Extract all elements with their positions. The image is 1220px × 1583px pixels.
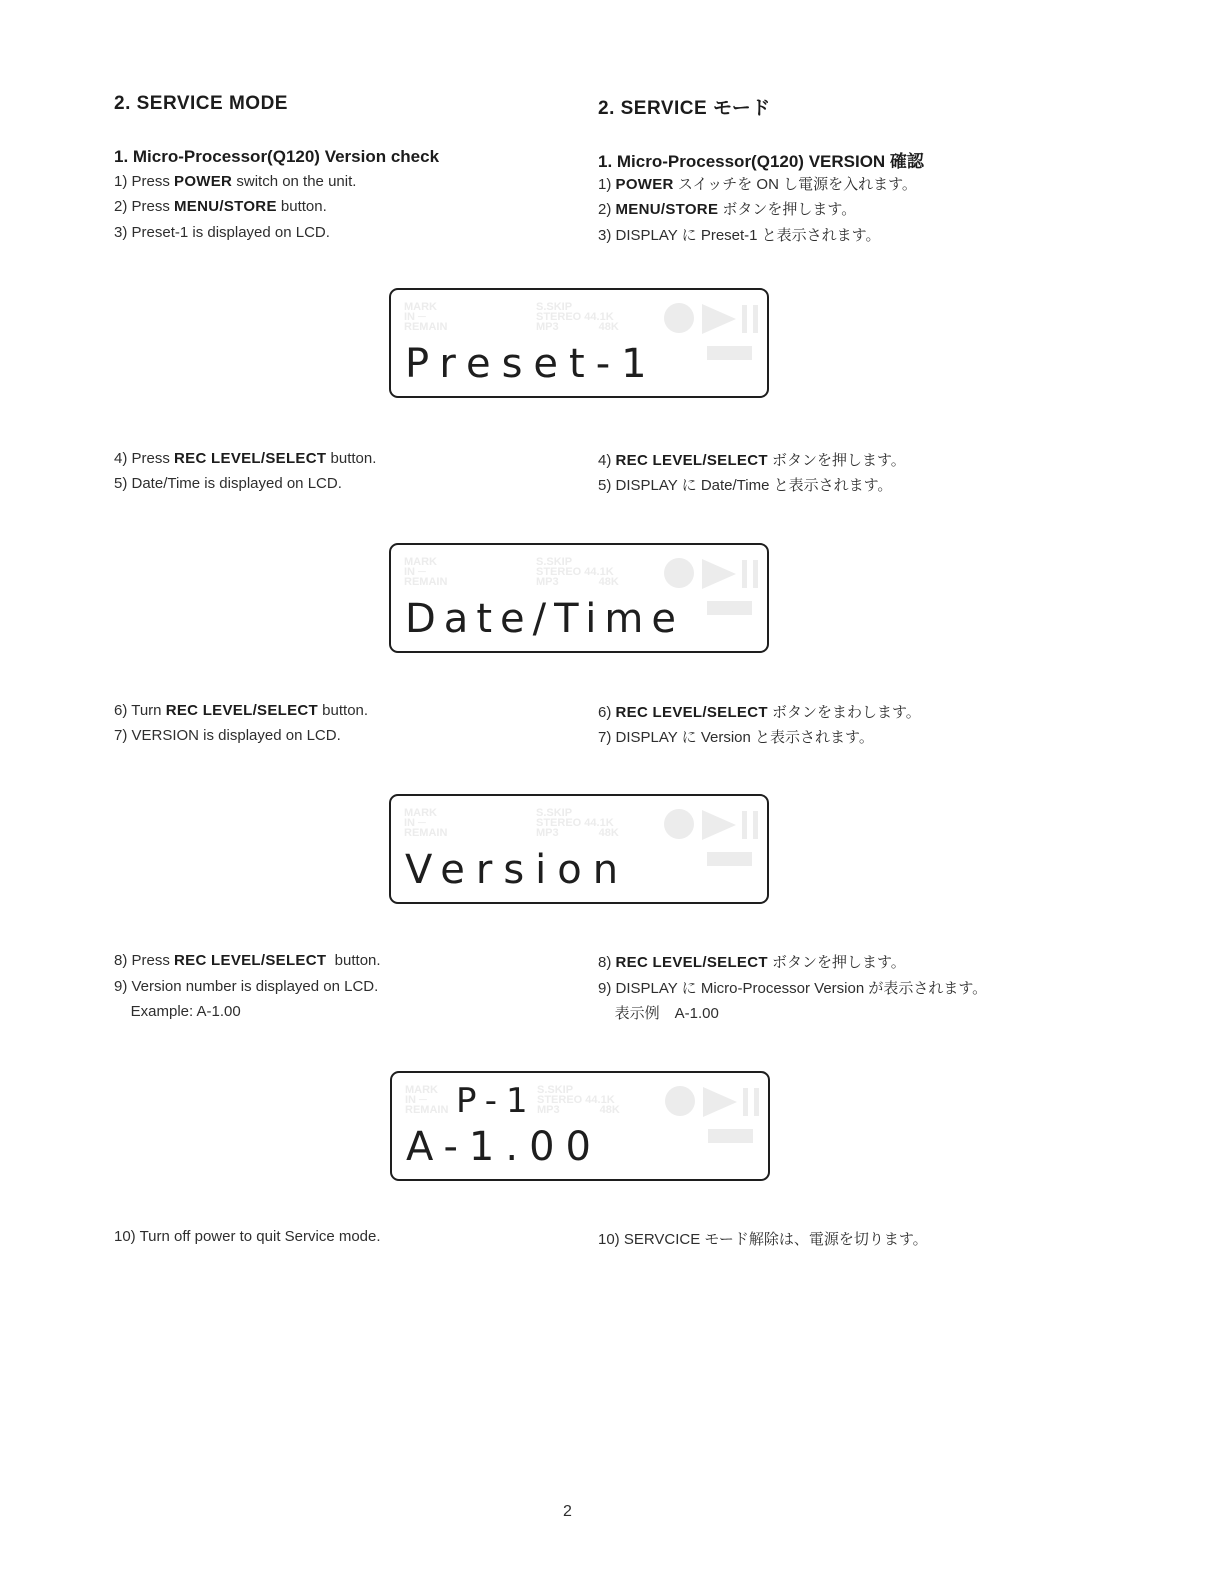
lcd-segment-bar bbox=[707, 601, 752, 615]
lcd-indicators-mid: S.SKIP STEREO 44.1K MP3 48K bbox=[537, 1084, 620, 1116]
lcd-main-text: Preset-1 bbox=[405, 341, 658, 387]
lcd-indicators-mid: S.SKIP STEREO 44.1K MP3 48K bbox=[536, 556, 619, 588]
lcd-segment-bar bbox=[707, 346, 752, 360]
step-en-1: 1) Press POWER switch on the unit. bbox=[114, 173, 357, 190]
pause-icon bbox=[742, 305, 747, 333]
subsection-title-en: 1. Micro-Processor(Q120) Version check bbox=[114, 147, 440, 166]
lcd-segment-bar bbox=[707, 852, 752, 866]
play-icon bbox=[702, 559, 736, 589]
play-icon bbox=[702, 810, 736, 840]
record-dot-icon bbox=[664, 558, 694, 588]
lcd-indicators-left: MARK IN ─ REMAIN bbox=[404, 301, 448, 333]
section-title-ja: 2. SERVICE モード bbox=[598, 98, 771, 119]
lcd-main-text: Date/Time bbox=[405, 596, 684, 642]
lcd-indicators-mid: S.SKIP STEREO 44.1K MP3 48K bbox=[536, 807, 619, 839]
lcd-segment-bar bbox=[708, 1129, 753, 1143]
step-en-9: 9) Version number is displayed on LCD. bbox=[114, 978, 379, 995]
step-ja-9: 9) DISPLAY に Micro-Processor Version が表示されます。 bbox=[598, 980, 988, 997]
record-dot-icon bbox=[664, 809, 694, 839]
step-ja-10: 10) SERVCICE モード解除は、電源を切ります。 bbox=[598, 1231, 928, 1248]
step-en-6: 6) Turn REC LEVEL/SELECT button. bbox=[114, 702, 369, 719]
section-title-en: 2. SERVICE MODE bbox=[114, 93, 288, 114]
step-en-8: 8) Press REC LEVEL/SELECT button. bbox=[114, 952, 381, 969]
lcd-display-preset bbox=[389, 288, 769, 398]
step-en-9-example: Example: A-1.00 bbox=[114, 1003, 241, 1020]
lcd-display-version bbox=[389, 794, 769, 904]
step-en-10: 10) Turn off power to quit Service mode. bbox=[114, 1228, 381, 1245]
play-icon bbox=[703, 1087, 737, 1117]
step-ja-3: 3) DISPLAY に Preset-1 と表示されます。 bbox=[598, 227, 881, 244]
pause-icon bbox=[753, 811, 758, 839]
step-ja-1: 1) POWER スイッチを ON し電源を入れます。 bbox=[598, 176, 917, 193]
step-ja-5: 5) DISPLAY に Date/Time と表示されます。 bbox=[598, 477, 893, 494]
pause-icon bbox=[743, 1088, 748, 1116]
lcd-indicators-mid: S.SKIP STEREO 44.1K MP3 48K bbox=[536, 301, 619, 333]
step-ja-8: 8) REC LEVEL/SELECT ボタンを押します。 bbox=[598, 954, 906, 971]
step-ja-6: 6) REC LEVEL/SELECT ボタンをまわします。 bbox=[598, 704, 921, 721]
record-dot-icon bbox=[664, 303, 694, 333]
pause-icon bbox=[753, 305, 758, 333]
lcd-preset-text: P-1 bbox=[456, 1081, 537, 1121]
play-icon bbox=[702, 304, 736, 334]
step-en-3: 3) Preset-1 is displayed on LCD. bbox=[114, 224, 330, 241]
subsection-title-ja: 1. Micro-Processor(Q120) VERSION 確認 bbox=[598, 152, 924, 171]
pause-icon bbox=[754, 1088, 759, 1116]
step-ja-7: 7) DISPLAY に Version と表示されます。 bbox=[598, 729, 874, 746]
pause-icon bbox=[742, 811, 747, 839]
lcd-display-version-number bbox=[390, 1071, 770, 1181]
step-ja-2: 2) MENU/STORE ボタンを押します。 bbox=[598, 201, 857, 218]
lcd-display-datetime bbox=[389, 543, 769, 653]
lcd-indicators-left: MARK IN ─ REMAIN bbox=[405, 1084, 449, 1116]
lcd-main-text: Version bbox=[405, 847, 630, 893]
step-en-2: 2) Press MENU/STORE button. bbox=[114, 198, 327, 215]
step-ja-9-example: 表示例 A-1.00 bbox=[598, 1005, 719, 1022]
lcd-indicators-left: MARK IN ─ REMAIN bbox=[404, 556, 448, 588]
step-en-5: 5) Date/Time is displayed on LCD. bbox=[114, 475, 342, 492]
page-number: 2 bbox=[563, 1503, 572, 1520]
record-dot-icon bbox=[665, 1086, 695, 1116]
step-ja-4: 4) REC LEVEL/SELECT ボタンを押します。 bbox=[598, 452, 906, 469]
step-en-7: 7) VERSION is displayed on LCD. bbox=[114, 727, 341, 744]
pause-icon bbox=[753, 560, 758, 588]
pause-icon bbox=[742, 560, 747, 588]
lcd-main-text: A-1.00 bbox=[406, 1124, 602, 1170]
lcd-indicators-left: MARK IN ─ REMAIN bbox=[404, 807, 448, 839]
step-en-4: 4) Press REC LEVEL/SELECT button. bbox=[114, 450, 377, 467]
